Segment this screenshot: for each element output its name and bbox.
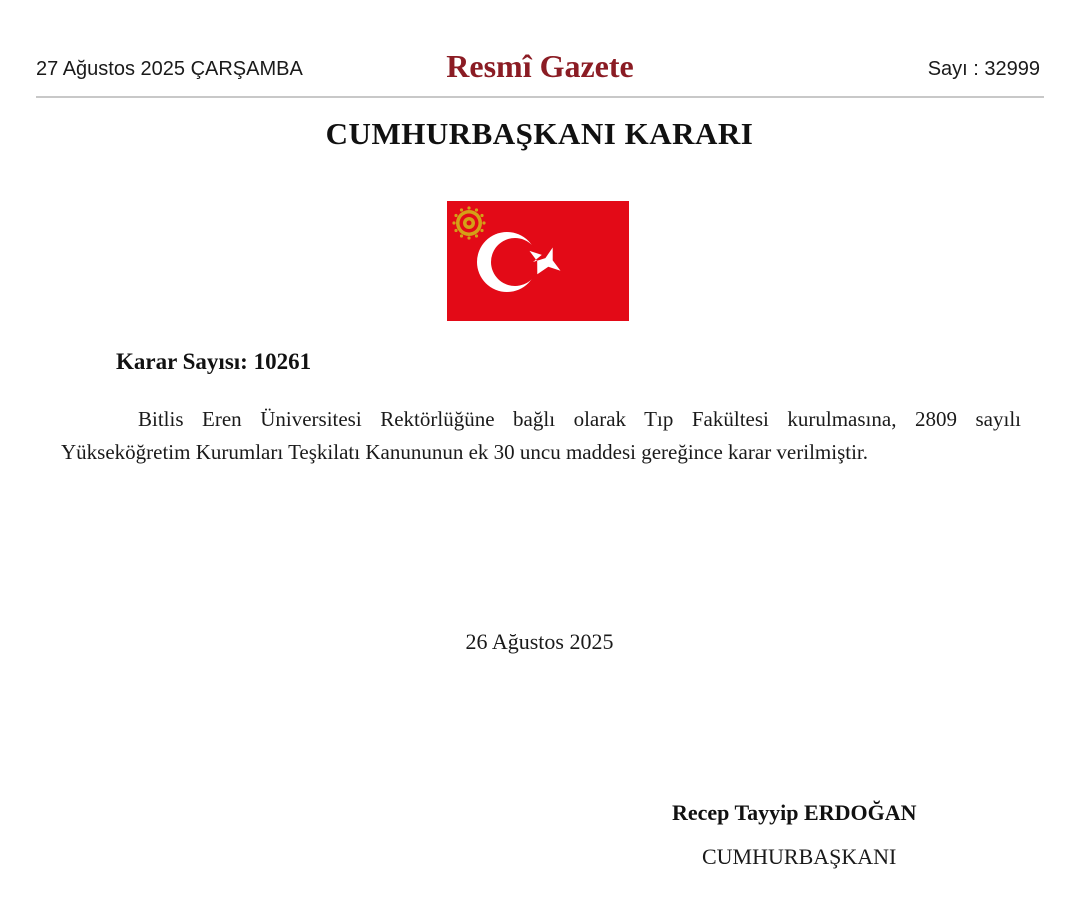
decision-body: Bitlis Eren Üniversitesi Rektörlüğüne bağlı olarak Tıp Fakültesi kurulmasına, 2809 sayılı Yükseköğretim Kurumları Teşkilatı Kanununun ek 30 uncu maddesi gereğince karar verilmiştir. xyxy=(61,407,1021,464)
signer-title: CUMHURBAŞKANI xyxy=(702,844,897,869)
publication-date: 27 Ağustos 2025 ÇARŞAMBA xyxy=(36,58,303,80)
gazette-masthead: Resmî Gazete xyxy=(446,48,634,84)
signer-name: Recep Tayyip ERDOĞAN xyxy=(672,800,917,825)
gazette-header xyxy=(36,44,1044,98)
document-title: CUMHURBAŞKANI KARARI xyxy=(325,116,754,151)
issue-number: Sayı : 32999 xyxy=(927,58,1040,80)
turkish-flag-icon xyxy=(447,201,629,321)
decision-number: Karar Sayısı: 10261 xyxy=(116,349,312,374)
decision-date: 26 Ağustos 2025 xyxy=(465,629,614,654)
